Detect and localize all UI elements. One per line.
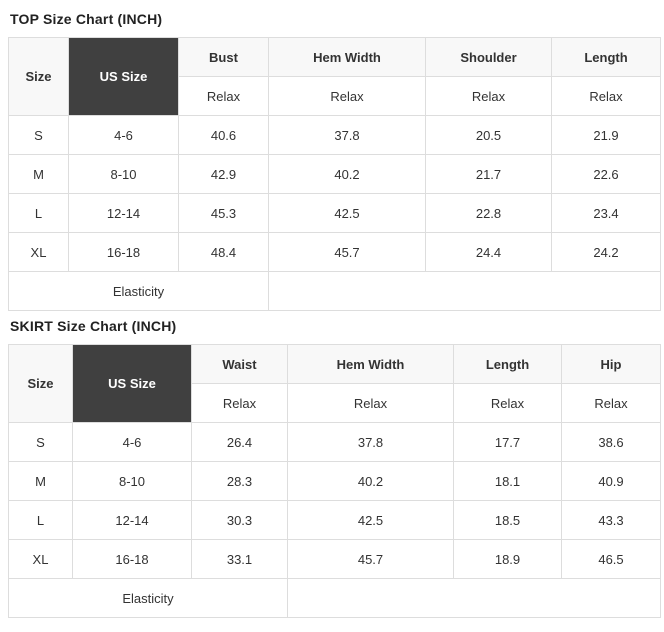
size-header-cell: Size <box>9 345 73 423</box>
column-header-length: Length <box>454 345 562 384</box>
elasticity-row <box>9 272 661 311</box>
value-cell: 42.9 <box>179 155 269 194</box>
table-row <box>9 116 661 155</box>
value-cell: 28.3 <box>192 462 288 501</box>
us-size-cell: 12-14 <box>73 501 192 540</box>
relax-subheader-cell: Relax <box>269 77 426 116</box>
size-header-cell: Size <box>9 38 69 116</box>
value-cell: 40.9 <box>562 462 661 501</box>
column-header-shoulder: Shoulder <box>426 38 552 77</box>
relax-subheader-cell: Relax <box>454 384 562 423</box>
value-cell: 37.8 <box>269 116 426 155</box>
us-size-cell: 8-10 <box>69 155 179 194</box>
value-cell: 48.4 <box>179 233 269 272</box>
relax-subheader-cell: Relax <box>552 77 661 116</box>
value-cell: 33.1 <box>192 540 288 579</box>
relax-subheader-cell: Relax <box>426 77 552 116</box>
size-cell: M <box>9 462 73 501</box>
value-cell: 43.3 <box>562 501 661 540</box>
value-cell: 45.3 <box>179 194 269 233</box>
column-header-bust: Bust <box>179 38 269 77</box>
value-cell: 40.6 <box>179 116 269 155</box>
size-cell: L <box>9 501 73 540</box>
table-row <box>9 462 661 501</box>
value-cell: 24.4 <box>426 233 552 272</box>
skirt-size-table <box>8 344 661 618</box>
value-cell: 46.5 <box>562 540 661 579</box>
us-size-cell: 4-6 <box>69 116 179 155</box>
value-cell: 22.8 <box>426 194 552 233</box>
us-size-cell: 16-18 <box>69 233 179 272</box>
relax-subheader-cell: Relax <box>179 77 269 116</box>
elasticity-label-cell: Elasticity <box>9 579 288 618</box>
skirt-size-chart-section <box>8 318 660 618</box>
size-cell: XL <box>9 233 69 272</box>
top-size-table <box>8 37 661 311</box>
column-header-length: Length <box>552 38 661 77</box>
value-cell: 38.6 <box>562 423 661 462</box>
value-cell: 40.2 <box>269 155 426 194</box>
relax-subheader-cell: Relax <box>192 384 288 423</box>
elasticity-row <box>9 579 661 618</box>
value-cell: 17.7 <box>454 423 562 462</box>
us-size-header-cell: US Size <box>69 38 179 116</box>
top-chart-title: TOP Size Chart (INCH) <box>10 11 163 27</box>
value-cell: 24.2 <box>552 233 661 272</box>
value-cell: 18.1 <box>454 462 562 501</box>
size-cell: XL <box>9 540 73 579</box>
table-row <box>9 540 661 579</box>
column-header-hem-width: Hem Width <box>269 38 426 77</box>
us-size-cell: 4-6 <box>73 423 192 462</box>
size-cell: L <box>9 194 69 233</box>
header-row <box>9 345 661 384</box>
table-row <box>9 155 661 194</box>
top-size-chart-section <box>8 11 660 311</box>
us-size-cell: 16-18 <box>73 540 192 579</box>
skirt-chart-title: SKIRT Size Chart (INCH) <box>10 318 177 334</box>
size-cell: S <box>9 423 73 462</box>
value-cell: 21.7 <box>426 155 552 194</box>
table-row <box>9 233 661 272</box>
table-row <box>9 423 661 462</box>
value-cell: 40.2 <box>288 462 454 501</box>
value-cell: 45.7 <box>269 233 426 272</box>
value-cell: 23.4 <box>552 194 661 233</box>
size-cell: S <box>9 116 69 155</box>
value-cell: 30.3 <box>192 501 288 540</box>
elasticity-label-cell: Elasticity <box>9 272 269 311</box>
header-row <box>9 38 661 77</box>
relax-subheader-cell: Relax <box>562 384 661 423</box>
us-size-header-cell: US Size <box>73 345 192 423</box>
elasticity-value-cell <box>288 579 661 618</box>
value-cell: 21.9 <box>552 116 661 155</box>
value-cell: 45.7 <box>288 540 454 579</box>
value-cell: 22.6 <box>552 155 661 194</box>
table-row <box>9 194 661 233</box>
value-cell: 18.5 <box>454 501 562 540</box>
value-cell: 18.9 <box>454 540 562 579</box>
elasticity-value-cell <box>269 272 661 311</box>
value-cell: 20.5 <box>426 116 552 155</box>
column-header-hip: Hip <box>562 345 661 384</box>
us-size-cell: 12-14 <box>69 194 179 233</box>
us-size-cell: 8-10 <box>73 462 192 501</box>
value-cell: 42.5 <box>269 194 426 233</box>
size-cell: M <box>9 155 69 194</box>
value-cell: 42.5 <box>288 501 454 540</box>
column-header-hem-width: Hem Width <box>288 345 454 384</box>
value-cell: 37.8 <box>288 423 454 462</box>
value-cell: 26.4 <box>192 423 288 462</box>
relax-subheader-cell: Relax <box>288 384 454 423</box>
column-header-waist: Waist <box>192 345 288 384</box>
table-row <box>9 501 661 540</box>
